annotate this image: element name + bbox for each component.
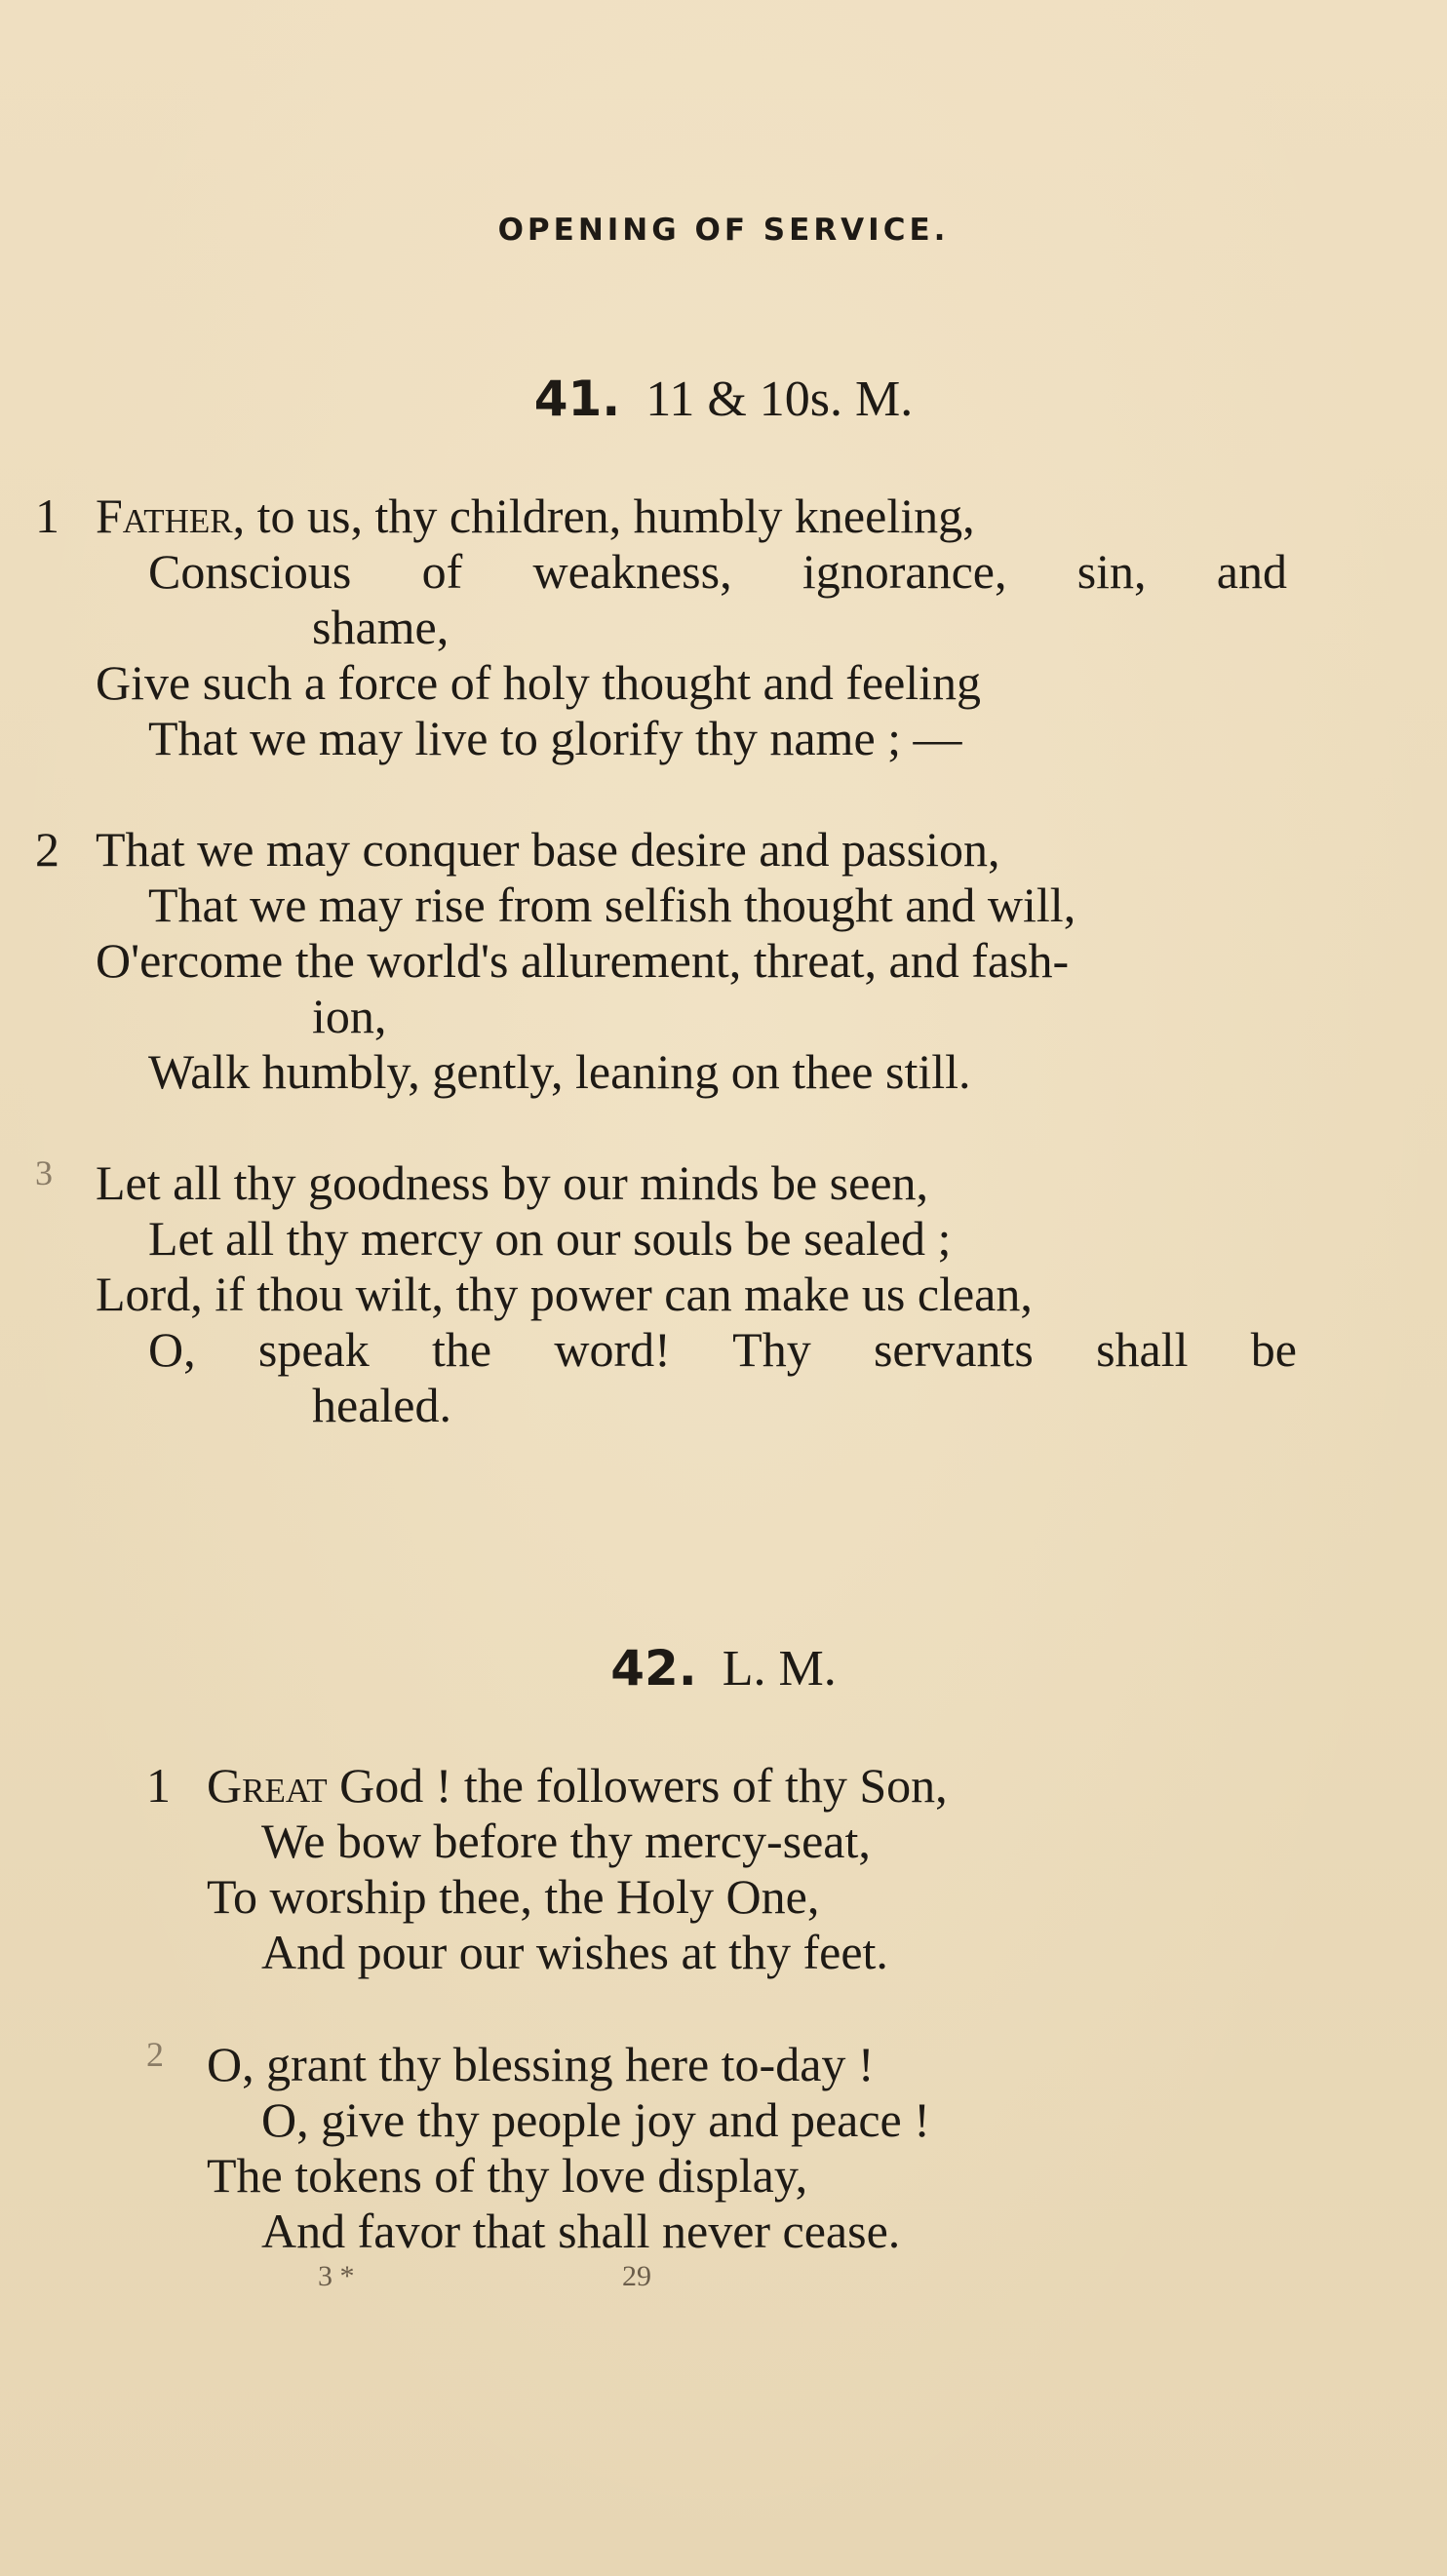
hymn-41-heading — [0, 371, 1447, 428]
hymn-number: 42. — [610, 1640, 697, 1697]
hymn-meter: L. M. — [722, 1641, 837, 1697]
verse-line: And favor that shall never cease. — [261, 2204, 901, 2258]
running-head: OPENING OF SERVICE. — [497, 213, 950, 248]
verse-line: Let all thy mercy on our souls be sealed ; — [148, 1211, 952, 1266]
verse-line: Let all thy goodness by our minds be seen, — [96, 1155, 929, 1210]
page-number: 29 — [622, 2260, 651, 2292]
hymn-41-verse-1 — [0, 488, 1447, 771]
verse-line: Give such a force of holy thought and feeling — [96, 655, 982, 710]
verse-line-text: to us, thy children, humbly kneeling, — [245, 488, 975, 543]
verse-number: 3 — [35, 1153, 53, 1192]
hymn-41-verse-2 — [0, 822, 1447, 1105]
verse-line: O, give thy people joy and peace ! — [261, 2092, 930, 2147]
hymn-number: 41. — [533, 371, 621, 427]
verse-number: 2 — [146, 2035, 164, 2074]
hymn-41-verse-3 — [0, 1155, 1447, 1438]
hymn-42-heading — [0, 1640, 1447, 1698]
verse-line: The tokens of thy love display, — [207, 2148, 808, 2203]
verse-number: 1 — [146, 1758, 171, 1813]
verse-number: 2 — [35, 822, 59, 877]
verse-line: Conscious of weakness, ignorance, sin, and — [148, 544, 1287, 599]
verse-line — [207, 1758, 948, 1814]
verse-line: To worship thee, the Holy One, — [207, 1869, 820, 1924]
verse-first-word: Great — [207, 1758, 328, 1813]
verse-line: shame, — [312, 600, 450, 654]
verse-line — [96, 488, 975, 544]
verse-number: 1 — [35, 488, 59, 543]
verse-line: O'ercome the world's allurement, threat, and fash- — [96, 933, 1070, 988]
verse-line: ion, — [312, 989, 387, 1043]
verse-line: healed. — [312, 1378, 451, 1432]
verse-line: That we may live to glorify thy name ; — — [148, 711, 962, 765]
verse-line: Lord, if thou wilt, thy power can make us clean, — [96, 1267, 1033, 1321]
verse-line-text: God ! the followers of thy Son, — [327, 1758, 948, 1813]
verse-line: O, speak the word! Thy servants shall be — [148, 1322, 1297, 1377]
hymn-meter: 11 & 10s. M. — [645, 371, 914, 427]
verse-line: That we may conquer base desire and passion, — [96, 822, 1000, 877]
verse-line: O, grant thy blessing here to-day ! — [207, 2037, 875, 2091]
verse-line: That we may rise from selfish thought and will, — [148, 878, 1076, 932]
hymn-42-verse-1 — [0, 1758, 1447, 1982]
verse-line: And pour our wishes at thy feet. — [261, 1925, 888, 1979]
verse-line: We bow before thy mercy-seat, — [261, 1814, 871, 1868]
verse-line: Walk humbly, gently, leaning on thee still. — [148, 1044, 971, 1099]
signature-mark: 3 * — [318, 2260, 355, 2292]
hymn-42-verse-2 — [0, 2037, 1447, 2261]
verse-first-word: Father, — [96, 488, 246, 543]
